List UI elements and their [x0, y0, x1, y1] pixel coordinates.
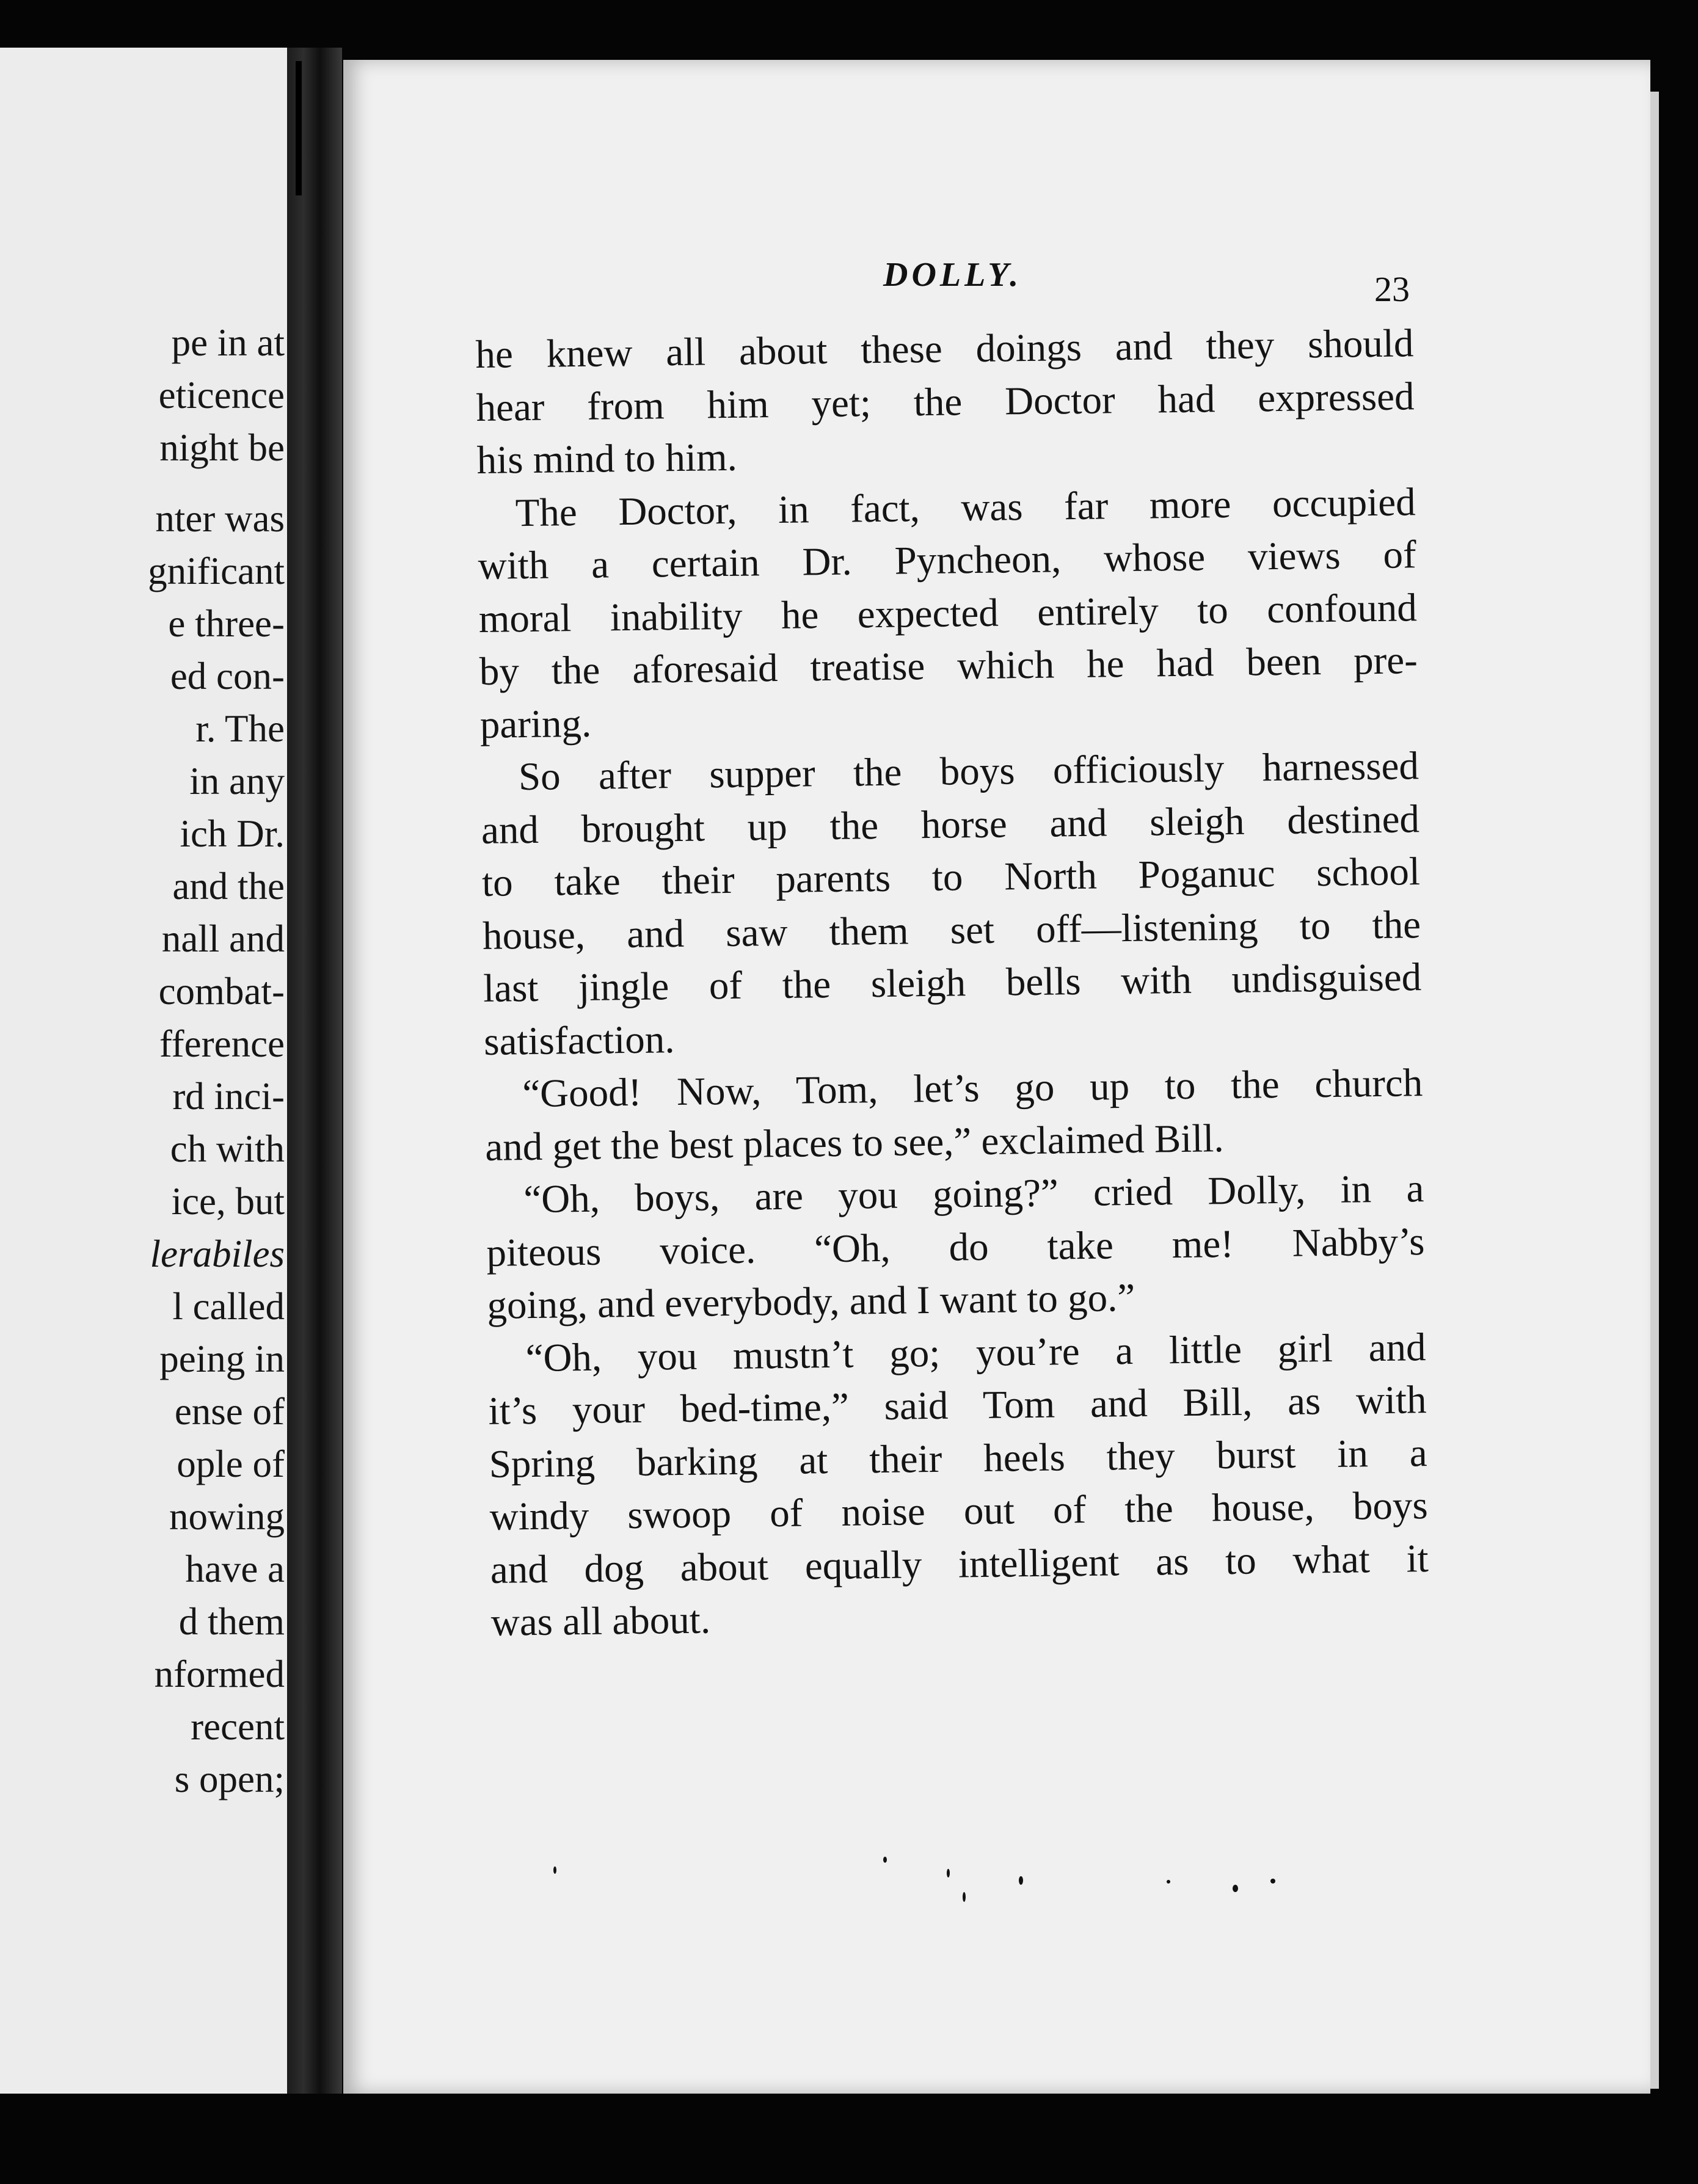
text-line: “Oh, you mustn’t go; you’re a little girl and: [525, 1325, 1426, 1380]
left-page-line: eticence: [158, 374, 285, 417]
ink-speck: [883, 1857, 887, 1863]
text-line: Spring barking at their heels they burst in a: [489, 1430, 1428, 1487]
text-line: he knew all about these doings and they should: [475, 321, 1414, 377]
text-line: So after supper the boys officiously harnessed: [518, 744, 1419, 799]
left-page-line: nall and: [161, 917, 285, 960]
gutter-binding-line: [296, 61, 302, 195]
left-page-line: nowing: [169, 1495, 285, 1538]
text-line: The Doctor, in fact, was far more occupied: [515, 479, 1416, 535]
left-page-line: r. The: [195, 707, 285, 750]
text-line: and get the best places to see,” exclaimed Bill.: [484, 1116, 1225, 1170]
left-page-line: nformed: [154, 1653, 285, 1695]
left-page-line: l called: [172, 1285, 285, 1328]
left-page-line: ople of: [177, 1443, 285, 1485]
text-line: to take their parents to North Poganuc school: [481, 850, 1421, 905]
running-head: DOLLY.: [883, 256, 1022, 294]
text-line: and brought up the horse and sleigh destined: [481, 796, 1420, 853]
left-page-line: s open;: [174, 1758, 285, 1800]
text-line: last jingle of the sleigh bells with undisguised: [483, 955, 1422, 1011]
left-page-line: peing in: [159, 1338, 285, 1380]
left-page-line: pe in at: [171, 321, 285, 364]
left-page-line: nter was: [155, 497, 285, 540]
left-page-line: ch with: [170, 1127, 285, 1170]
ink-speck: [553, 1866, 556, 1874]
left-page-line: combat-: [158, 970, 285, 1013]
text-line: and dog about equally intelligent as to what it: [490, 1536, 1429, 1592]
left-page: [0, 48, 301, 2094]
ink-speck: [963, 1892, 966, 1902]
ink-speck: [1233, 1885, 1238, 1892]
page-number: 23: [1374, 269, 1410, 309]
text-line: paring.: [479, 701, 592, 747]
ink-speck: [1019, 1876, 1023, 1885]
text-line: going, and everybody, and I want to go.”: [487, 1275, 1135, 1328]
left-page-line: rd inci-: [172, 1075, 285, 1118]
left-page-line: d them: [178, 1600, 285, 1643]
page-edge: [1650, 92, 1659, 2089]
text-line: “Good! Now, Tom, let’s go up to the church: [522, 1061, 1423, 1116]
body-text: [475, 317, 1429, 1649]
ink-speck: [1270, 1879, 1275, 1884]
text-line: windy swoop of noise out of the house, boys: [489, 1483, 1429, 1539]
ink-speck: [1167, 1880, 1170, 1884]
ink-speck: [947, 1869, 950, 1877]
text-line: moral inability he expected entirely to confound: [478, 585, 1418, 641]
left-page-line: night be: [159, 426, 285, 469]
left-page-line: gnificant: [148, 550, 285, 592]
left-page-line: recent: [191, 1705, 285, 1748]
left-page-line: fference: [159, 1022, 285, 1065]
left-page-line: ice, but: [171, 1180, 285, 1223]
left-page-line: ense of: [174, 1390, 285, 1433]
text-line: his mind to him.: [476, 435, 738, 482]
text-line: “Oh, boys, are you going?” cried Dolly, in a: [523, 1167, 1424, 1222]
left-page-line: and the: [172, 865, 285, 908]
text-line: was all about.: [490, 1598, 711, 1645]
text-line: hear from him yet; the Doctor had expressed: [476, 374, 1415, 430]
left-page-line: in any: [189, 760, 285, 803]
text-line: piteous voice. “Oh, do take me! Nabby’s: [486, 1219, 1425, 1275]
text-line: house, and saw them set off—listening to the: [482, 902, 1421, 958]
text-line: with a certain Dr. Pyncheon, whose views of: [478, 533, 1417, 588]
left-page-line: ich Dr.: [180, 812, 285, 855]
left-page-line: have a: [185, 1548, 285, 1590]
text-line: by the aforesaid treatise which he had been pre-: [479, 638, 1418, 694]
text-line: it’s your bed-time,” said Tom and Bill, as with: [488, 1378, 1427, 1433]
left-page-line: e three-: [168, 602, 285, 645]
text-line: satisfaction.: [483, 1017, 675, 1064]
left-page-line: lerabiles: [150, 1232, 285, 1275]
left-page-line: ed con-: [170, 655, 285, 697]
book-gutter: [287, 48, 342, 2094]
